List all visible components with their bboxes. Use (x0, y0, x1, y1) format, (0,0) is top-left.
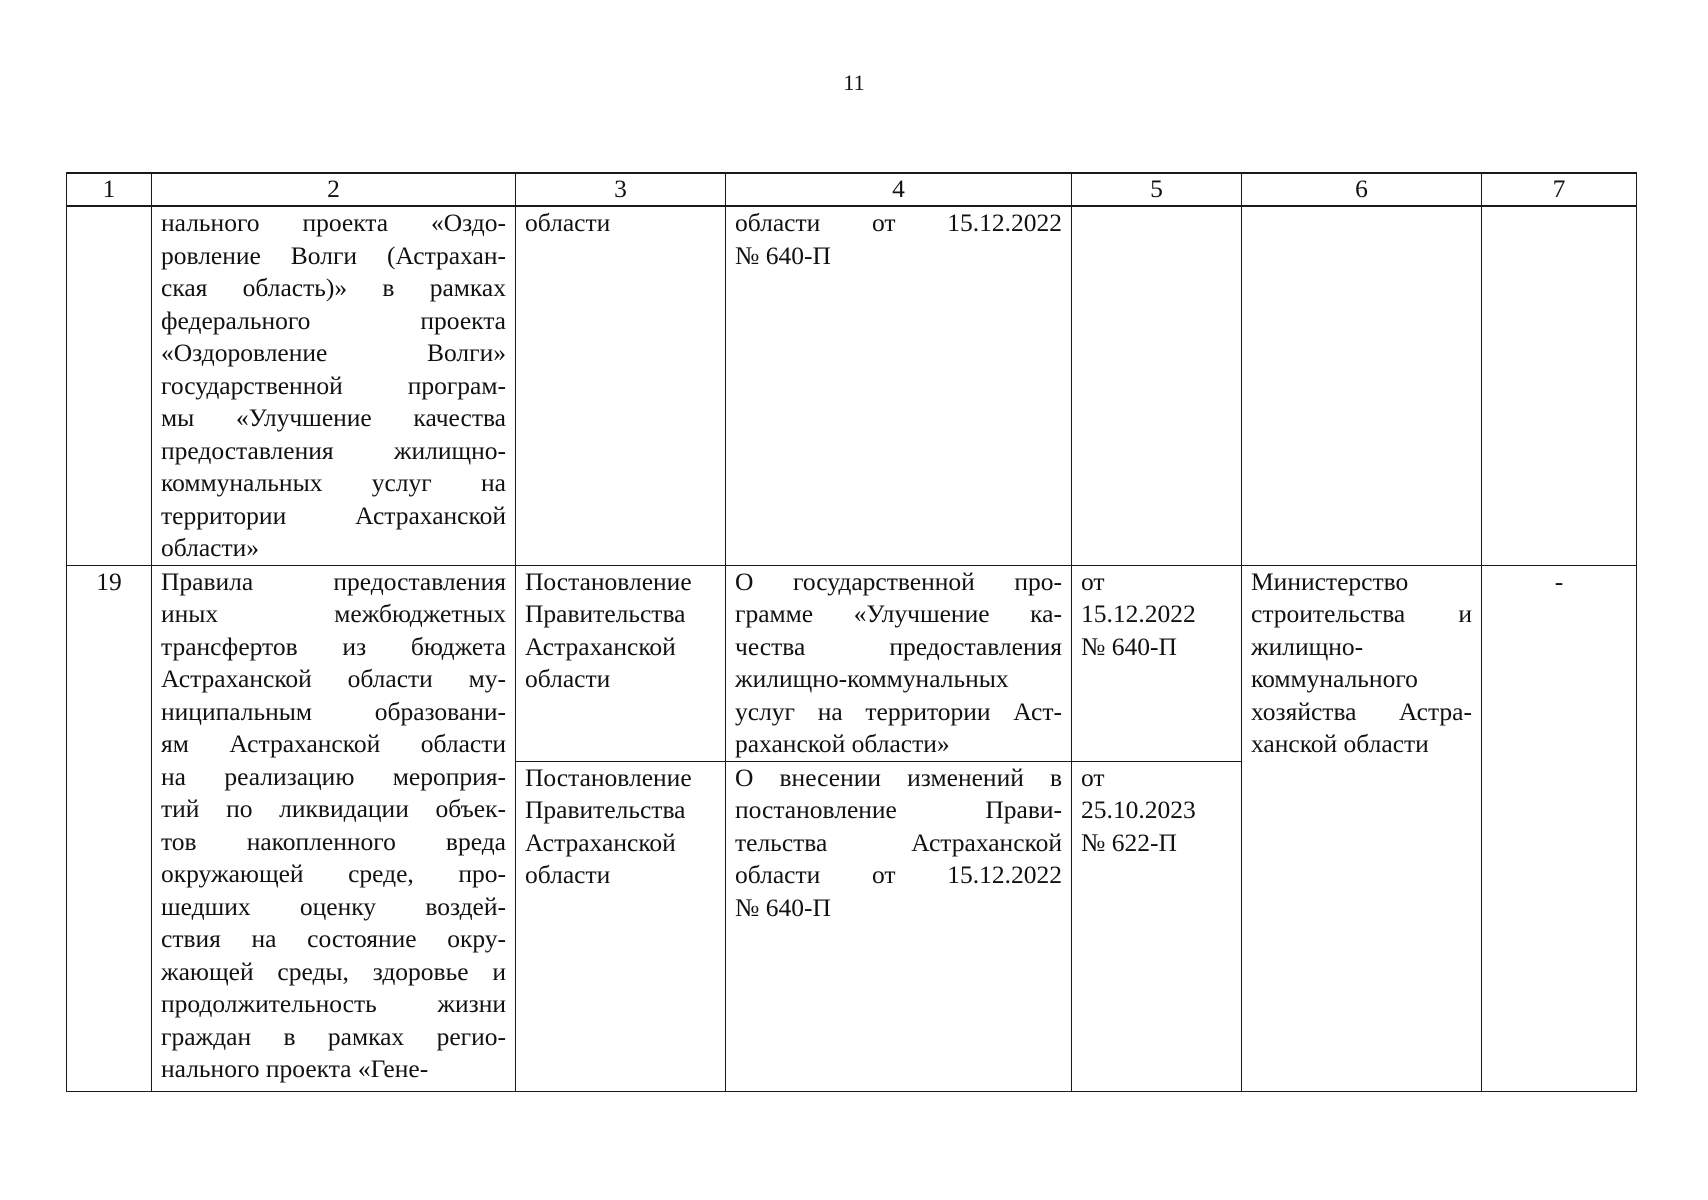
column-header: 7 (1482, 173, 1637, 206)
text-line: продолжительность жизни (161, 989, 506, 1018)
row-number-cell (67, 206, 152, 565)
document-type-cell (516, 565, 726, 761)
document-name-cell (726, 206, 1072, 565)
document-name-cell (726, 761, 1072, 1091)
text-line: области от 15.12.2022 (735, 860, 1062, 889)
text-line: Постановление (525, 762, 692, 792)
text-line: нального проекта «Оздо- (161, 208, 506, 237)
text-line: жилищно- (1251, 631, 1364, 661)
text-line: тельства Астраханской (735, 827, 1062, 857)
column-header: 5 (1072, 173, 1242, 206)
text-line: области (525, 208, 611, 237)
text-line: шедших оценку воздей- (161, 891, 506, 921)
document-type-cell (516, 761, 726, 1091)
text-line: Постановление (525, 566, 692, 596)
text-line: ям Астраханской области (161, 729, 506, 758)
text-line: области от 15.12.2022 (735, 208, 1062, 237)
responsible-body-cell (1242, 565, 1482, 1091)
text-line: № 640-П (735, 892, 831, 922)
text-line: хозяйства Астра- (1251, 696, 1472, 726)
text-line: ниципальным образовани- (161, 696, 506, 726)
note-cell (1482, 206, 1637, 565)
page-number: 11 (843, 70, 865, 95)
text-line: окружающей среде, про- (161, 859, 506, 888)
text-line: постановление Прави- (735, 795, 1062, 824)
text-line: Правительства (525, 599, 686, 628)
column-header: 6 (1242, 173, 1482, 206)
text-line: Правила предоставления (161, 566, 506, 596)
text-line: федерального проекта (161, 305, 506, 335)
text-line: коммунального (1251, 664, 1418, 693)
document-type-cell (516, 206, 726, 565)
column-header: 2 (152, 173, 516, 206)
table-header-row (67, 173, 1637, 206)
text-line: ровление Волги (Астрахан- (161, 240, 506, 270)
text-line: О государственной про- (735, 566, 1062, 596)
table-row (67, 206, 1637, 565)
text-line: жилищно-коммунальных (735, 664, 1009, 693)
responsible-body-cell (1242, 206, 1482, 565)
text-line: от (1081, 566, 1105, 596)
text-line: тов накопленного вреда (161, 826, 506, 856)
document-date-cell (1072, 565, 1242, 761)
document-title-cell (152, 206, 516, 565)
text-line: № 622-П (1081, 827, 1177, 857)
text-line: на реализацию мероприя- (161, 761, 506, 791)
text-line: области (525, 664, 611, 693)
text-line: грамме «Улучшение ка- (735, 599, 1062, 628)
document-date-cell (1072, 761, 1242, 1091)
text-line: О внесении изменений в (735, 762, 1062, 792)
text-line: услуг на территории Аст- (735, 696, 1062, 726)
text-line: № 640-П (1081, 631, 1177, 661)
text-line: Астраханской (525, 827, 676, 857)
column-header: 4 (726, 173, 1072, 206)
text-line: 15.12.2022 (1081, 599, 1196, 628)
column-header: 1 (67, 173, 152, 206)
document-title-cell (152, 565, 516, 1091)
text-line: области (525, 860, 611, 889)
text-line: ская область)» в рамках (161, 273, 506, 302)
text-line: 25.10.2023 (1081, 795, 1196, 824)
text-line: предоставления жилищно- (161, 435, 506, 465)
text-line: тий по ликвидации объек- (161, 794, 506, 823)
text-line: граждан в рамках регио- (161, 1021, 506, 1051)
text-line: жающей среды, здоровье и (161, 956, 506, 986)
note-cell: - (1482, 565, 1637, 1091)
text-line: «Оздоровление Волги» (161, 338, 506, 367)
text-line: трансфертов из бюджета (161, 631, 506, 661)
document-date-cell (1072, 206, 1242, 565)
document-name-cell (726, 565, 1072, 761)
text-line: ствия на состояние окру- (161, 924, 506, 953)
text-line: нального проекта «Гене- (161, 1054, 429, 1083)
text-line: Астраханской области му- (161, 664, 506, 693)
text-line: Правительства (525, 795, 686, 824)
text-line: области» (161, 533, 259, 562)
text-line: от (1081, 762, 1105, 792)
text-line: территории Астраханской (161, 500, 506, 530)
column-header: 3 (516, 173, 726, 206)
text-line: государственной програм- (161, 370, 506, 400)
text-line: Министерство (1251, 566, 1409, 596)
text-line: Астраханской (525, 631, 676, 661)
text-line: коммунальных услуг на (161, 468, 506, 497)
text-line: строительства и (1251, 599, 1472, 628)
text-line: № 640-П (735, 240, 831, 270)
text-line: раханской области» (735, 729, 950, 758)
document-table (66, 172, 1637, 1092)
text-line: ханской области (1251, 729, 1429, 758)
text-line: иных межбюджетных (161, 599, 506, 628)
row-number-cell: 19 (67, 565, 152, 1091)
text-line: мы «Улучшение качества (161, 403, 506, 432)
table-row (67, 565, 1637, 761)
text-line: чества предоставления (735, 631, 1062, 661)
